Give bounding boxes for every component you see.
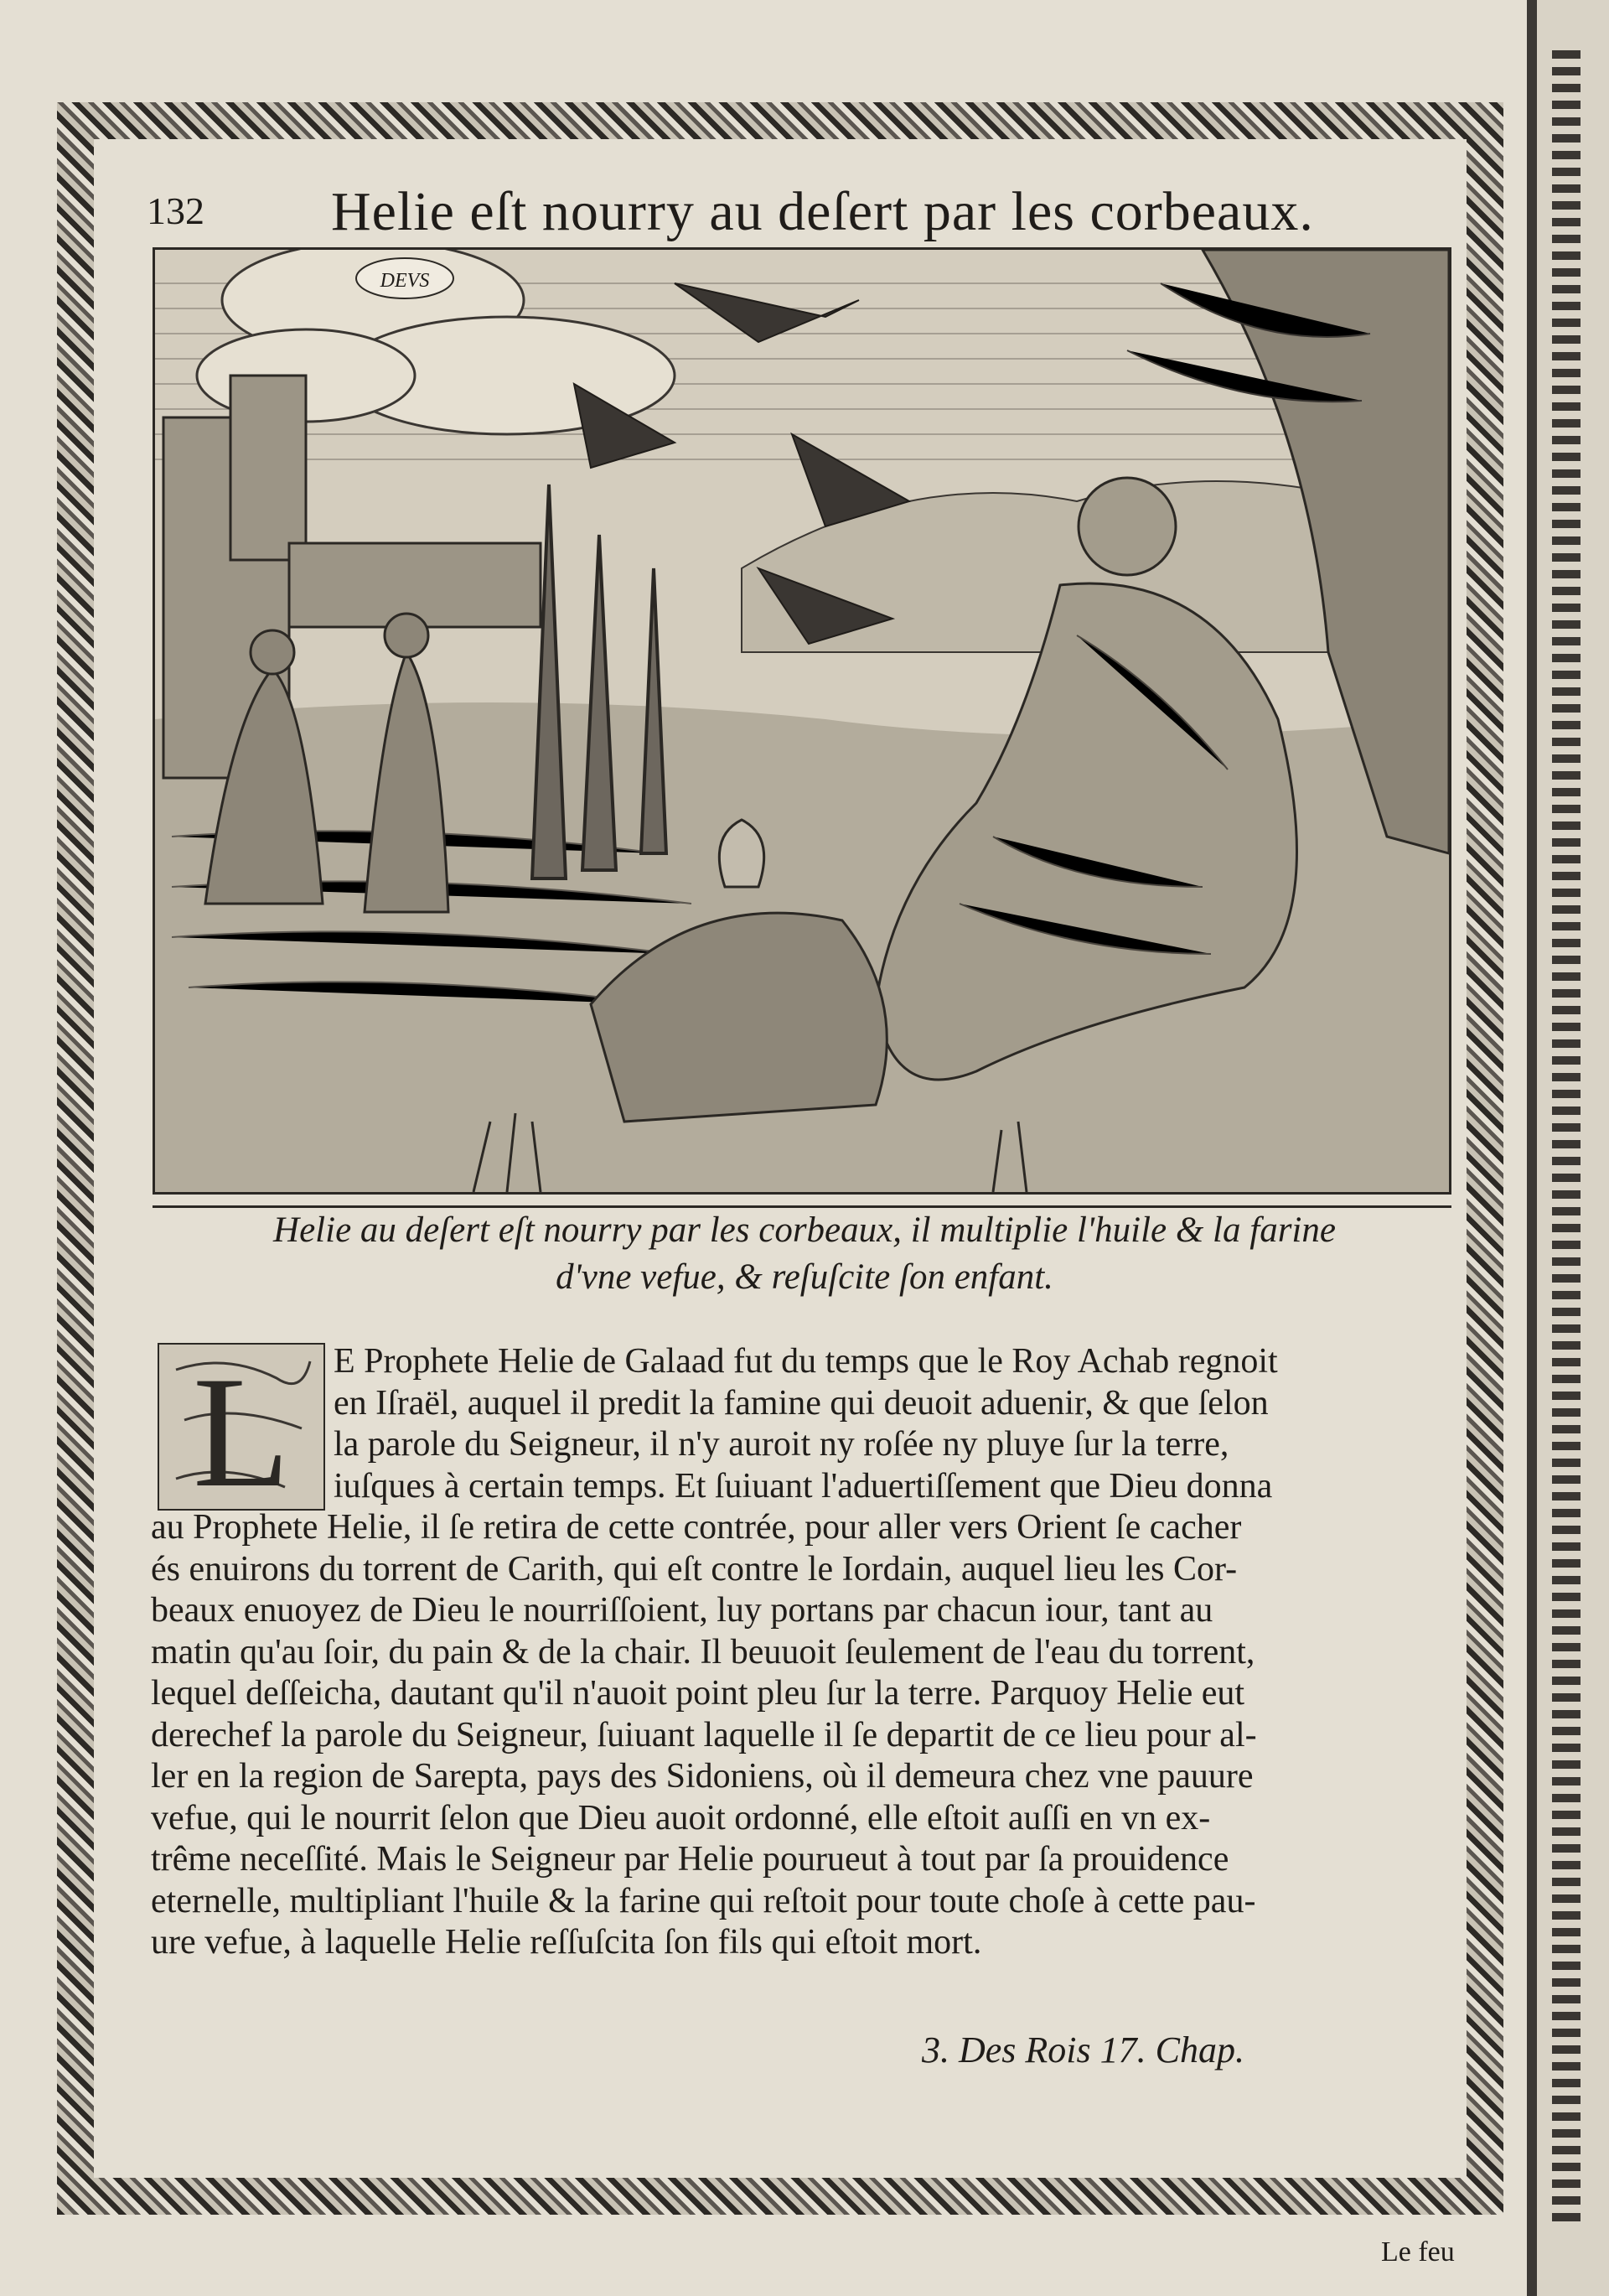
page-number: 132 xyxy=(147,189,204,232)
gutter-shadow xyxy=(1527,0,1537,2296)
body-line: ler en la region de Sarepta, pays des Sidoniens, où il demeura chez vne pauure xyxy=(151,1757,1254,1796)
body-line: trême neceſſité. Mais le Seigneur par Helie pourueut à tout par ſa prouidence xyxy=(151,1840,1229,1879)
caption-line-2: d'vne vefue, & reſuſcite ſon enfant. xyxy=(556,1257,1053,1297)
body-line: E Prophete Helie de Galaad fut du temps que le Roy Achab regnoit xyxy=(334,1342,1278,1381)
body-line: lequel deſſeicha, dautant qu'il n'auoit point pleu ſur la terre. Parquoy Helie eut xyxy=(151,1674,1245,1713)
body-line: beaux enuoyez de Dieu le nourriſſoient, luy portans par chacun iour, tant au xyxy=(151,1591,1213,1630)
woodcut-engraving xyxy=(155,250,1449,1192)
body-line: iuſques à certain temps. Et ſuiuant l'aduertiſſement que Dieu donna xyxy=(334,1466,1273,1506)
body-line: derechef la parole du Seigneur, ſuiuant laquelle il ſe departit de ce lieu pour al- xyxy=(151,1715,1257,1754)
woodcut-illustration xyxy=(153,247,1451,1195)
body-text xyxy=(151,1341,1458,1964)
illustration-caption xyxy=(168,1207,1441,1301)
body-line: la parole du Seigneur, il n'y auroit ny roſée ny pluye ſur la terre, xyxy=(334,1425,1229,1464)
initial-letter: L xyxy=(192,1345,291,1509)
body-line: vefue, qui le nourrit ſelon que Dieu auoit ordonné, elle eſtoit auſſi en vn ex- xyxy=(151,1798,1211,1837)
body-line: matin qu'au ſoir, du pain & de la chair. Il beuuoit ſeulement de l'eau du torrent, xyxy=(151,1632,1255,1671)
body-line: eternelle, multipliant l'huile & la farine qui reſtoit pour toute choſe à cette pau- xyxy=(151,1881,1256,1920)
page-header xyxy=(147,172,1454,247)
deus-label: DEVS xyxy=(380,270,430,292)
page-title: Helie eſt nourry au deſert par les corbeaux. xyxy=(331,181,1314,242)
caption-line-1: Helie au deſert eſt nourry par les corbeaux, il multiplie l'huile & la farine xyxy=(273,1210,1336,1250)
facing-page-border xyxy=(1552,50,1581,2230)
catchword: Le feu xyxy=(1381,2236,1455,2267)
body-line: és enuirons du torrent de Carith, qui eſt contre le Iordain, auquel lieu les Cor- xyxy=(151,1549,1238,1589)
scripture-reference: 3. Des Rois 17. Chap. xyxy=(922,2029,1244,2071)
body-line: en Iſraël, auquel il predit la famine qui deuoit aduenir, & que ſelon xyxy=(334,1383,1269,1423)
body-line: au Prophete Helie, il ſe retira de cette contrée, pour aller vers Orient ſe cacher xyxy=(151,1508,1242,1547)
body-line: ure vefue, à laquelle Helie reſſuſcita ſon fils qui eſtoit mort. xyxy=(151,1923,982,1962)
